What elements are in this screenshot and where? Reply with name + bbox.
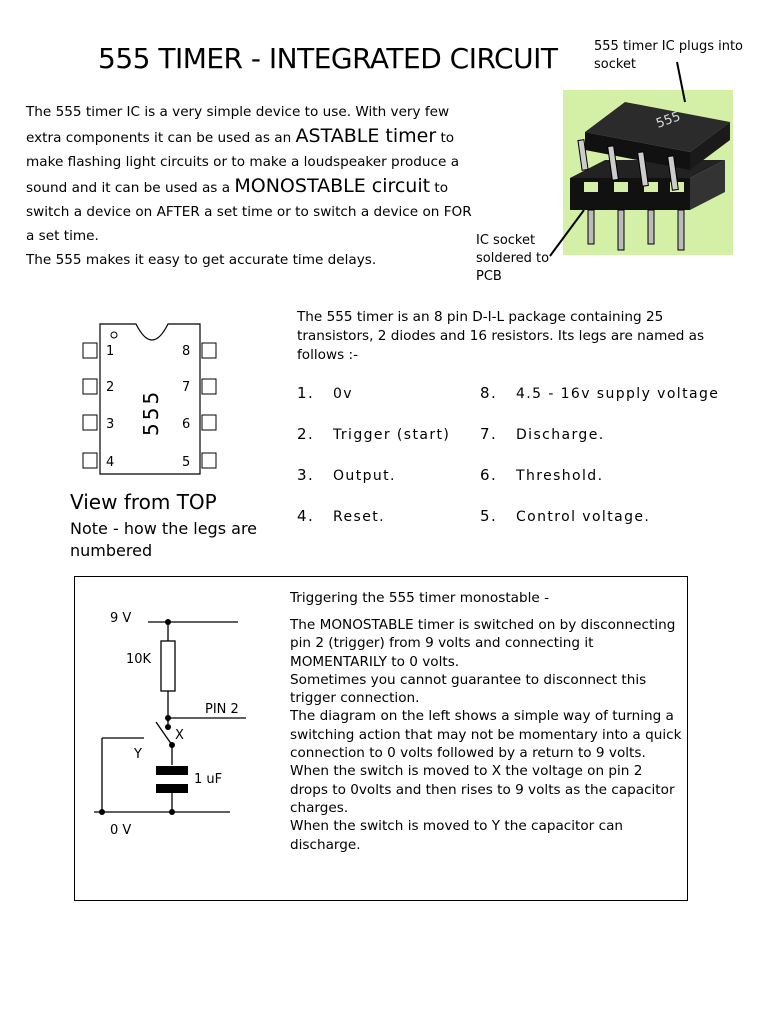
triggering-paragraph: The diagram on the left shows a simple way of turning a switching action that may not be momentary into a quick connection to 0 volts followed by a return to 9 volts.: [290, 708, 682, 762]
switch-x-label: X: [175, 728, 184, 743]
leg-name: Trigger (start): [333, 427, 451, 443]
intro-line-2: extra components it can be used as an ASTABLE timer to: [26, 125, 455, 147]
pin-8-leg: [202, 343, 216, 358]
intro-line-4: sound and it can be used as a MONOSTABLE circuit to: [26, 175, 449, 197]
leg-name: 0v: [333, 386, 353, 402]
pin-1-leg: [83, 343, 97, 358]
capacitor-plate-top: [156, 766, 188, 775]
pin-label: 7: [182, 380, 191, 395]
pinout-diagram: [78, 318, 223, 478]
ground-label: 0 V: [110, 823, 132, 838]
pin-label: 6: [182, 417, 191, 432]
triggering-paragraph: Sometimes you cannot guarantee to disconnect this trigger connection.: [290, 671, 647, 707]
leg-list: [297, 384, 737, 534]
pin-5-leg: [202, 453, 216, 468]
ic-chip-label: 555: [654, 109, 683, 132]
pin-note: Note - how the legs are numbered: [70, 519, 258, 560]
leg-number: 4.: [297, 507, 315, 525]
triggering-paragraph: When the switch is moved to X the voltage on pin 2 drops to 0volts and then rises to 9 volts as the capacitor charges.: [290, 763, 675, 816]
astable-term: ASTABLE timer: [295, 125, 437, 147]
pin-label: 3: [106, 417, 115, 432]
triggering-paragraph: When the switch is moved to Y the capacitor can discharge.: [290, 818, 624, 853]
intro-line-5: switch a device on AFTER a set time or to switch a device on FOR: [26, 204, 472, 220]
resistor-symbol: [161, 641, 175, 691]
callout-ic-socket: IC socket soldered to PCB: [476, 233, 550, 284]
leg-name: Control voltage.: [516, 509, 651, 525]
leg-number: 3.: [297, 466, 315, 484]
triggering-paragraph: The MONOSTABLE timer is switched on by disconnecting pin 2 (trigger) from 9 volts and connecting it MOMENTARILY to 0 volts.: [290, 617, 676, 670]
leg-number: 5.: [480, 507, 498, 525]
resistor-label: 10K: [126, 652, 152, 667]
junction-dot: [99, 809, 105, 815]
page-title: 555 TIMER - INTEGRATED CIRCUIT: [98, 42, 558, 75]
pin-3-leg: [83, 415, 97, 430]
supply-label: 9 V: [110, 611, 132, 626]
pin-7-leg: [202, 379, 216, 394]
pin-label: 2: [106, 380, 115, 395]
intro-line-1: The 555 timer IC is a very simple device to use. With very few: [26, 104, 450, 120]
leg-number: 8.: [480, 384, 498, 402]
pin2-label: PIN 2: [205, 702, 239, 717]
intro-line-6: a set time.: [26, 228, 99, 244]
view-title: View from TOP: [70, 490, 217, 514]
intro-line-3: make flashing light circuits or to make a loudspeaker produce a: [26, 154, 460, 170]
pin-4-leg: [83, 453, 97, 468]
triggering-title: Triggering the 555 timer monostable -: [290, 590, 549, 606]
leg-name: Output.: [333, 468, 396, 484]
leg-number: 6.: [480, 466, 498, 484]
package-description: The 555 timer is an 8 pin D-I-L package containing 25 transistors, 2 diodes and 16 resistors. Its legs are named as follows :-: [297, 309, 705, 363]
leg-name: Discharge.: [516, 427, 605, 443]
intro-paragraph: [26, 100, 550, 272]
capacitor-label: 1 uF: [194, 772, 223, 787]
leg-number: 1.: [297, 384, 315, 402]
leg-name: 4.5 - 16v supply voltage: [516, 386, 720, 402]
pin-2-leg: [83, 379, 97, 394]
capacitor-plate-bottom: [156, 784, 188, 793]
leg-name: Reset.: [333, 509, 385, 525]
pin-6-leg: [202, 415, 216, 430]
pin-label: 1: [106, 344, 115, 359]
switch-y-label: Y: [134, 747, 142, 762]
chip-label: 555: [139, 388, 163, 436]
pin-label: 5: [182, 455, 191, 470]
trigger-circuit: [80, 600, 280, 840]
intro-line-7: The 555 makes it easy to get accurate time delays.: [26, 252, 377, 268]
ic-socket-illustration: [540, 60, 760, 260]
pin-label: 8: [182, 344, 191, 359]
monostable-term: MONOSTABLE circuit: [234, 175, 431, 197]
triggering-text: [290, 616, 682, 854]
leg-number: 7.: [480, 425, 498, 443]
pin-label: 4: [106, 455, 115, 470]
leg-number: 2.: [297, 425, 315, 443]
leg-name: Threshold.: [516, 468, 604, 484]
junction-dot: [169, 809, 175, 815]
callout-ic-plugs: 555 timer IC plugs into socket: [594, 39, 743, 72]
